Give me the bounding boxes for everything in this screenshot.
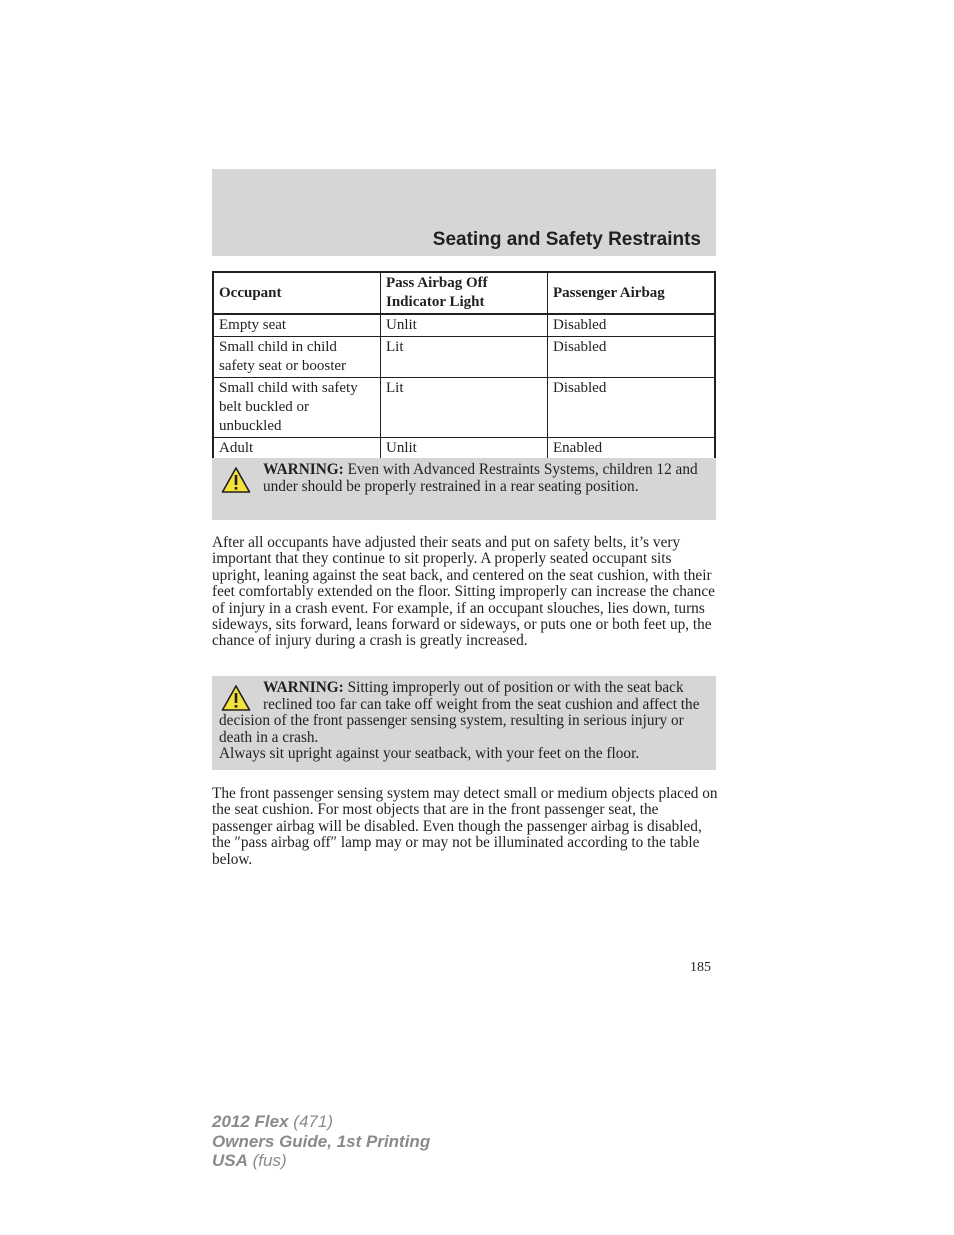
body-paragraph-sensing-system: The front passenger sensing system may detect small or medium objects placed on the seat cushion. For most objects that are in the front passenger seat, the passenger airbag will be disabled. Even though the passenger airbag is disabled, the ″pass airbag off″ lamp may or may not be illuminated according to the table below.: [212, 785, 718, 868]
table-cell: Empty seat: [213, 314, 381, 337]
table-cell: Unlit: [381, 314, 548, 337]
document-footer: [212, 1112, 430, 1171]
warning-box-children: [212, 458, 716, 520]
table-cell: Disabled: [548, 337, 716, 378]
table-row: [213, 337, 715, 378]
footer-market: USA: [212, 1151, 248, 1170]
column-header-indicator-light: Pass Airbag Off Indicator Light: [381, 272, 548, 314]
footer-guide-title: Owners Guide, 1st Printing: [212, 1131, 431, 1151]
body-paragraph-sitting-properly: After all occupants have adjusted their seats and put on safety belts, it’s very important that they continue to sit properly. A properly seated occupant sits upright, leaning against the seat back, and centered on the seat cushion, with their feet comfortably extended on the floor. Sitting improperly can increase the chance of injury in a crash event. For example, if an occupant slouches, lies down, turns sideways, sits forward, leans forward or sideways, or puts one or both feet up, the chance of injury during a crash is greatly increased.: [212, 534, 715, 650]
footer-line-model: [212, 1112, 430, 1132]
warning-text-secondary: Always sit upright against your seatback, with your feet on the floor.: [219, 745, 640, 762]
table-row: [213, 438, 715, 461]
table-cell: Unlit: [381, 438, 548, 461]
section-header: [212, 169, 716, 256]
footer-market-code: (fus): [252, 1151, 287, 1170]
table-header-row: [213, 272, 715, 314]
footer-line-guide: [212, 1132, 430, 1152]
footer-model-code: (471): [293, 1112, 333, 1131]
table-cell: Enabled: [548, 438, 716, 461]
table-row: [213, 378, 715, 438]
warning-label: WARNING:: [263, 461, 344, 478]
warning-triangle-icon: [221, 466, 251, 494]
column-header-passenger-airbag: Passenger Airbag: [548, 272, 716, 314]
footer-line-market: [212, 1151, 430, 1171]
table-cell: Disabled: [548, 378, 716, 438]
occupant-airbag-table: [212, 271, 716, 461]
warning-label: WARNING:: [263, 679, 344, 696]
warning-triangle-icon: [221, 684, 251, 712]
table-row: [213, 314, 715, 337]
column-header-occupant: Occupant: [213, 272, 381, 314]
table-cell: Lit: [381, 378, 548, 438]
table-cell: Small child with safety belt buckled or unbuckled: [213, 378, 381, 438]
footer-model-name: 2012 Flex: [212, 1112, 289, 1131]
warning-text: Even with Advanced Restraints Systems, children 12 and under should be properly restrained in a rear seating position.: [263, 461, 698, 495]
page-number: 185: [690, 960, 711, 975]
warning-box-sitting-position: [212, 676, 716, 770]
table-cell: Adult: [213, 438, 381, 461]
table-cell: Small child in child safety seat or booster: [213, 337, 381, 378]
table-cell: Disabled: [548, 314, 716, 337]
section-title: Seating and Safety Restraints: [432, 229, 701, 250]
warning-text: Sitting improperly out of position or with the seat back reclined too far can take off weight from the seat cushion and affect the decision of the front passenger sensing system, resulting in serious injury or death in a crash.: [219, 679, 700, 746]
table-cell: Lit: [381, 337, 548, 378]
